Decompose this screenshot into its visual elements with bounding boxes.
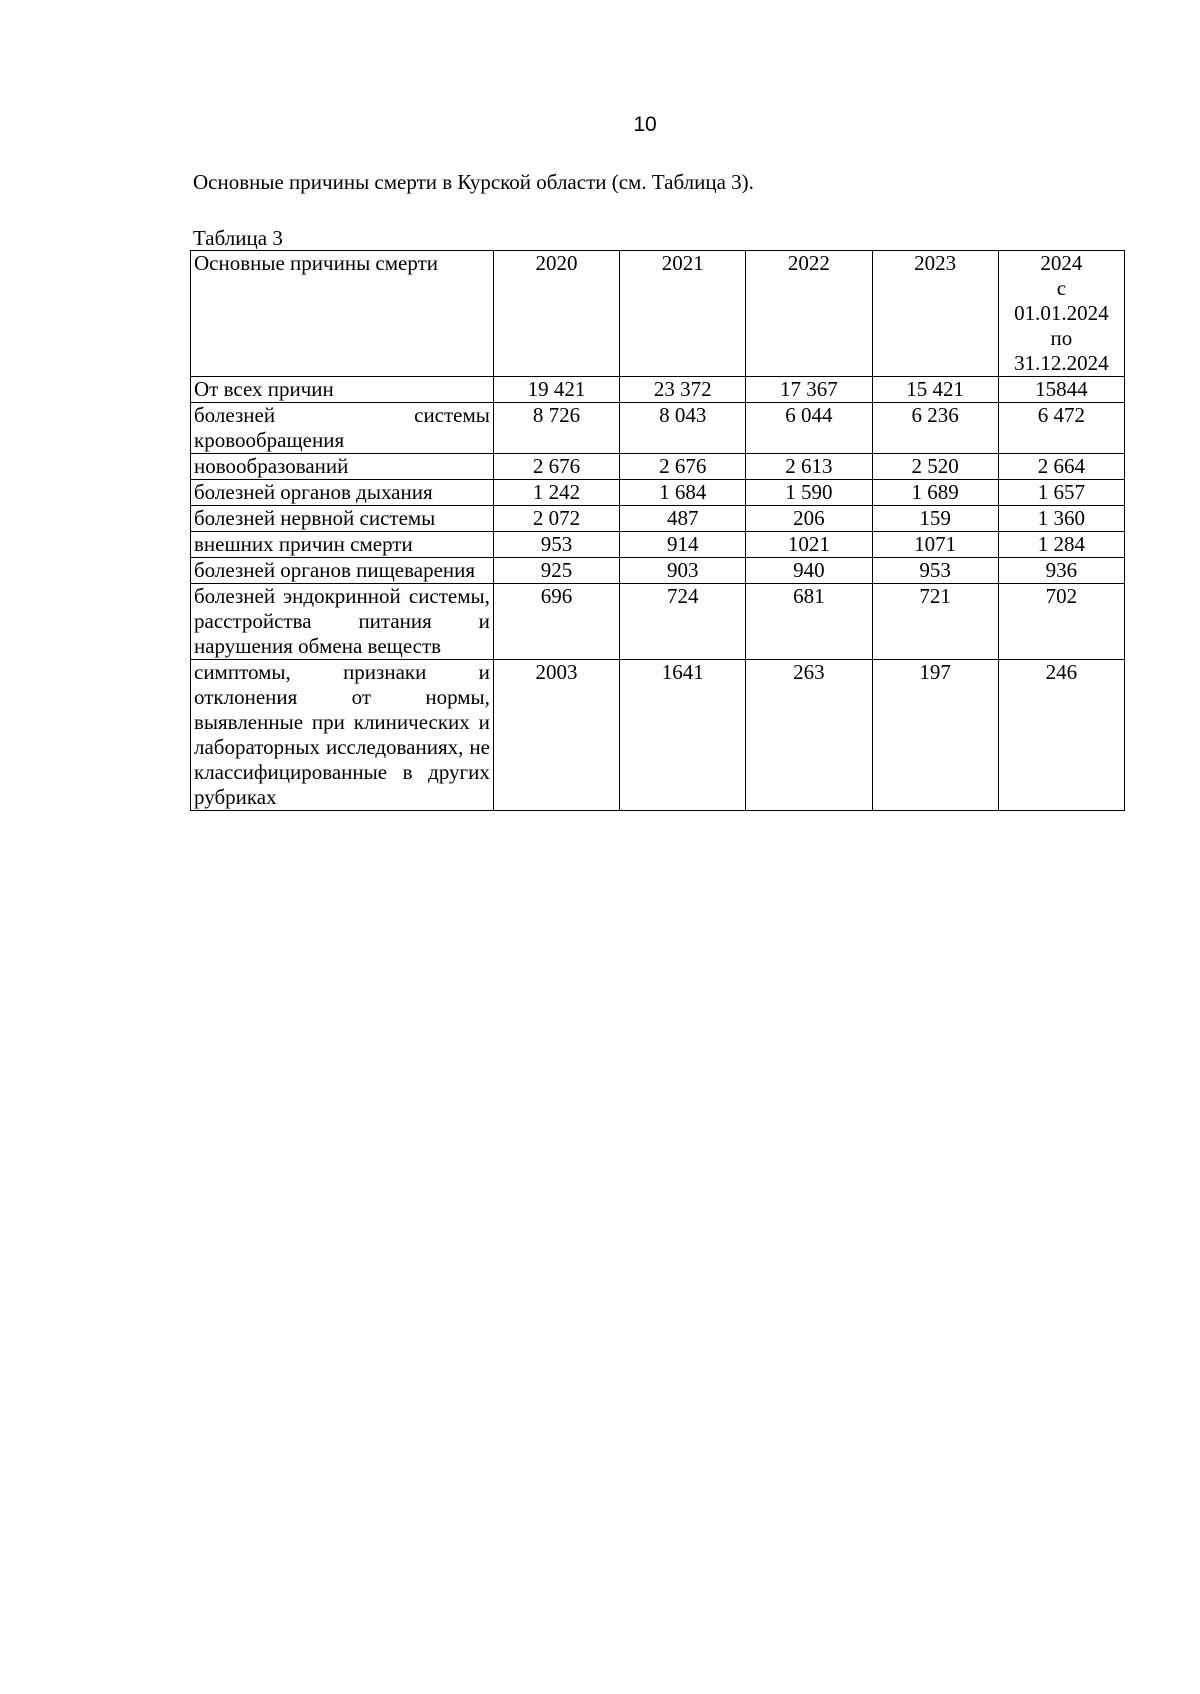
row-value-2020: 8 726 — [493, 403, 619, 454]
row-value-2022: 263 — [746, 660, 872, 811]
row-value-2021: 1 684 — [620, 480, 746, 506]
row-value-2020: 953 — [493, 532, 619, 558]
table-header-row — [191, 251, 1125, 377]
row-value-2020: 2 676 — [493, 454, 619, 480]
row-value-2021: 914 — [620, 532, 746, 558]
row-value-2022: 1021 — [746, 532, 872, 558]
row-value-2020: 925 — [493, 558, 619, 584]
row-value-2024: 2 664 — [998, 454, 1124, 480]
row-value-2020: 696 — [493, 584, 619, 660]
header-year-2022: 2022 — [746, 251, 872, 377]
row-value-2021: 2 676 — [620, 454, 746, 480]
header-year-2021: 2021 — [620, 251, 746, 377]
header-2024-to-date: 31.12.2024 — [1014, 351, 1109, 375]
header-2024-from-word: с — [1056, 276, 1067, 300]
table-body — [191, 377, 1125, 811]
page-number: 10 — [633, 113, 657, 136]
row-cause-label: внешних причин смерти — [191, 532, 494, 558]
row-value-2022: 206 — [746, 506, 872, 532]
row-cause-label: болезней эндокринной системы, расстройства питания и нарушения обмена веществ — [191, 584, 494, 660]
row-value-2024: 1 284 — [998, 532, 1124, 558]
header-cause: Основные причины смерти — [191, 251, 494, 377]
row-cause-label: новообразований — [191, 454, 494, 480]
header-year-2024 — [998, 251, 1124, 377]
row-value-2024: 702 — [998, 584, 1124, 660]
table-row — [191, 480, 1125, 506]
table-row — [191, 532, 1125, 558]
row-value-2020: 1 242 — [493, 480, 619, 506]
table-row — [191, 403, 1125, 454]
row-value-2023: 2 520 — [872, 454, 998, 480]
table-row — [191, 377, 1125, 403]
header-year-2023: 2023 — [872, 251, 998, 377]
table-row — [191, 660, 1125, 811]
table-row — [191, 558, 1125, 584]
row-cause-label: симптомы, признаки и отклонения от нормы, выявленные при клинических и лабораторных исследованиях, не классифицированные в других рубриках — [191, 660, 494, 811]
table-row — [191, 506, 1125, 532]
table-caption: Таблица 3 — [193, 226, 283, 250]
row-value-2020: 2003 — [493, 660, 619, 811]
row-value-2023: 721 — [872, 584, 998, 660]
row-value-2023: 197 — [872, 660, 998, 811]
row-cause-label: болезней органов дыхания — [191, 480, 494, 506]
row-value-2021: 903 — [620, 558, 746, 584]
row-value-2023: 1071 — [872, 532, 998, 558]
row-value-2021: 487 — [620, 506, 746, 532]
row-value-2020: 2 072 — [493, 506, 619, 532]
row-value-2024: 246 — [998, 660, 1124, 811]
row-value-2023: 953 — [872, 558, 998, 584]
row-value-2022: 940 — [746, 558, 872, 584]
row-value-2022: 681 — [746, 584, 872, 660]
header-2024-from-date: 01.01.2024 — [1014, 301, 1109, 325]
header-2024-to-word: по — [1050, 326, 1073, 350]
table-row — [191, 584, 1125, 660]
row-value-2023: 159 — [872, 506, 998, 532]
header-2024-year: 2024 — [1040, 251, 1083, 275]
row-value-2022: 6 044 — [746, 403, 872, 454]
intro-paragraph: Основные причины смерти в Курской области (см. Таблица 3). — [193, 170, 754, 194]
row-cause-label: болезней органов пищеварения — [191, 558, 494, 584]
row-value-2021: 8 043 — [620, 403, 746, 454]
row-value-2024: 1 657 — [998, 480, 1124, 506]
table-row — [191, 454, 1125, 480]
row-value-2022: 1 590 — [746, 480, 872, 506]
row-value-2023: 6 236 — [872, 403, 998, 454]
row-value-2023: 15 421 — [872, 377, 998, 403]
row-value-2023: 1 689 — [872, 480, 998, 506]
row-value-2022: 2 613 — [746, 454, 872, 480]
row-cause-label: От всех причин — [191, 377, 494, 403]
row-value-2024: 15844 — [998, 377, 1124, 403]
row-value-2020: 19 421 — [493, 377, 619, 403]
row-value-2024: 1 360 — [998, 506, 1124, 532]
header-year-2020: 2020 — [493, 251, 619, 377]
row-cause-label: болезней нервной системы — [191, 506, 494, 532]
row-value-2021: 724 — [620, 584, 746, 660]
causes-of-death-table — [190, 250, 1125, 811]
row-cause-label: болезней системы кровообращения — [191, 403, 494, 454]
row-value-2022: 17 367 — [746, 377, 872, 403]
row-value-2021: 23 372 — [620, 377, 746, 403]
row-value-2024: 936 — [998, 558, 1124, 584]
row-value-2024: 6 472 — [998, 403, 1124, 454]
row-value-2021: 1641 — [620, 660, 746, 811]
